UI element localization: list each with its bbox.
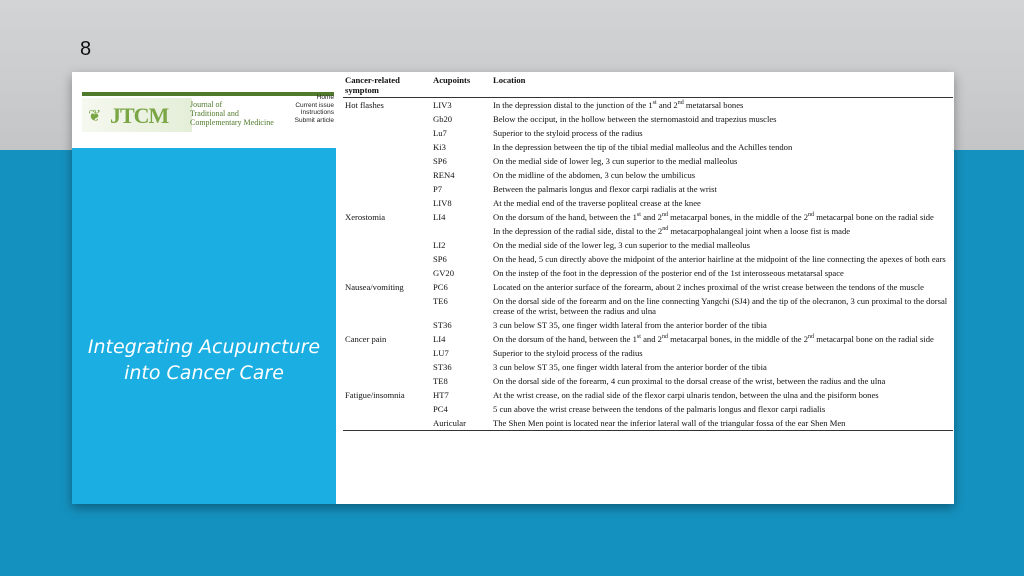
cell-location: At the medial end of the traverse popliteal crease at the knee [493,198,701,208]
cell-location: Between the palmaris longus and flexor carpi radialis at the wrist [493,184,717,194]
cell-location: On the midline of the abdomen, 3 cun below the umbilicus [493,170,696,180]
journal-name-line: Complementary Medicine [190,118,274,127]
slide-title-line: Integrating Acupuncture [87,336,321,358]
cell-acupoint: PC6 [433,282,448,292]
journal-logo [82,98,192,132]
cell-location: On the dorsal side of the forearm and on the line connecting Yangchi (SJ4) and the tip of the olecranon, 3 cun proximal to the dorsal crease of the wrist, between the radius and ulna [493,296,948,316]
table-row [343,294,953,318]
journal-name-line: Journal of [190,100,223,109]
cell-acupoint: HT7 [433,390,449,400]
cell-symptom [343,294,431,318]
table-row [343,140,953,154]
table-row [343,126,953,140]
cell-acupoint: PC4 [433,404,448,414]
slide-title-line: into Cancer Care [124,362,284,384]
cell-acupoint: SP6 [433,254,447,264]
cell-symptom [343,238,431,252]
cell-acupoint: LU7 [433,348,449,358]
table-row [343,182,953,196]
journal-logo-text: JTCM [110,103,169,128]
header-location: Location [491,74,953,98]
table-row [343,168,953,182]
cell-acupoint: SP6 [433,156,447,166]
cell-acupoint: ST36 [433,320,452,330]
cell-symptom: Hot flashes [345,100,384,110]
cell-acupoint: LI4 [433,212,446,222]
cell-symptom [343,318,431,332]
cell-symptom [343,224,431,238]
cell-acupoint: ST36 [433,362,452,372]
nav-link-instructions[interactable]: Instructions [300,109,334,116]
table-row [343,374,953,388]
cell-location: In the depression distal to the junction of the 1st and 2nd metatarsal bones [493,100,744,110]
table-row [343,360,953,374]
table-row [343,112,953,126]
cell-symptom [343,266,431,280]
header-acupoints: Acupoints [431,74,491,98]
cell-symptom [343,126,431,140]
cell-acupoint: Gb20 [433,114,453,124]
cell-acupoint: TE6 [433,296,448,306]
nav-link-submit-article[interactable]: Submit article [294,116,334,124]
table-row [343,318,953,332]
nav-link-current-issue[interactable]: Current issue [295,101,334,109]
cell-location: Located on the anterior surface of the forearm, about 2 inches proximal of the wrist crease between the tendons of the muscle [493,282,924,292]
cell-acupoint: Lu7 [433,128,447,138]
cell-location: On the instep of the foot in the depression of the posterior end of the 1st interosseous metatarsal space [493,268,844,278]
table-row [343,98,953,113]
cell-location: In the depression of the radial side, distal to the 2nd metacarpophalangeal joint when a loose fist is made [493,226,851,236]
cell-acupoint: LIV8 [433,198,452,208]
cell-symptom: Xerostomia [345,212,386,222]
table-row [343,280,953,294]
cell-location: The Shen Men point is located near the inferior lateral wall of the triangular fossa of the ear Shen Men [491,416,953,431]
cell-location: At the wrist crease, on the radial side of the flexor carpi ulnaris tendon, between the ulna and the pisiform bones [493,390,879,400]
table-row [343,346,953,360]
title-panel [72,148,336,504]
cell-acupoint: LIV3 [433,100,452,110]
cell-location: On the dorsal side of the forearm, 4 cun proximal to the dorsal crease of the wrist, between the radius and the ulna [493,376,886,386]
content-card [72,72,954,504]
acupoints-table [343,74,953,431]
cell-symptom [343,374,431,388]
nav-link-home[interactable]: Home [316,94,334,101]
table-row [343,252,953,266]
cell-symptom: Cancer pain [345,334,387,344]
slide-title [72,334,336,386]
cell-symptom [343,154,431,168]
cell-symptom: Nausea/vomiting [345,282,404,292]
cell-location: 5 cun above the wrist crease between the tendons of the palmaris longus and flexor carpi radialis [493,404,826,414]
cell-symptom [343,182,431,196]
cell-symptom [343,402,431,416]
cell-location: On the dorsum of the hand, between the 1st and 2nd metacarpal bones, in the middle of the 2nd metacarpal bone on the radial side [493,212,934,222]
cell-symptom: Fatigue/insomnia [345,390,405,400]
table-row [343,388,953,402]
table-row [343,196,953,210]
journal-name [190,100,280,127]
cell-acupoint: Auricular [431,416,491,431]
table-row [343,238,953,252]
cell-location: Below the occiput, in the hollow between the sternomastoid and trapezius muscles [493,114,777,124]
cell-symptom [343,346,431,360]
journal-banner [82,92,336,132]
leaf-icon: ❦ [88,108,102,125]
table-row [343,224,953,238]
cell-location: 3 cun below ST 35, one finger width lateral from the anterior border of the tibia [493,362,767,372]
cell-location: On the dorsum of the hand, between the 1st and 2nd metacarpal bones, in the middle of the 2nd metacarpal bone on the radial side [493,334,934,344]
journal-name-line: Traditional and [190,109,239,118]
cell-acupoint: P7 [433,184,443,194]
cell-acupoint [431,224,491,238]
cell-location: On the medial side of lower leg, 3 cun superior to the medial malleolus [493,156,738,166]
cell-symptom [343,196,431,210]
table-row [343,154,953,168]
cell-symptom [343,140,431,154]
cell-symptom [343,360,431,374]
table-row [343,402,953,416]
cell-acupoint: LI2 [433,240,446,250]
cell-acupoint: REN4 [433,170,455,180]
cell-acupoint: Ki3 [433,142,446,152]
slide-number: 8 [80,38,92,60]
cell-symptom [343,252,431,266]
cell-location: On the head, 5 cun directly above the midpoint of the anterior hairline at the midpoint of the line connecting the apexes of both ears [493,254,946,264]
table-header-row [343,74,953,98]
cell-acupoint: TE8 [433,376,448,386]
cell-symptom [343,112,431,126]
cell-location: Superior to the styloid process of the radius [493,128,643,138]
cell-location: Superior to the styloid process of the radius [493,348,643,358]
table-row [343,210,953,224]
cell-acupoint: LI4 [433,334,446,344]
cell-acupoint: GV20 [433,268,455,278]
header-symptom: Cancer-related symptom [343,74,431,98]
cell-location: 3 cun below ST 35, one finger width lateral from the anterior border of the tibia [493,320,767,330]
cell-location: In the depression between the tip of the tibial medial malleolus and the Achilles tendon [493,142,793,152]
table-row [343,416,953,431]
journal-nav [295,94,334,124]
table-body [343,98,953,431]
table-row [343,332,953,346]
table-row [343,266,953,280]
cell-location: On the medial side of the lower leg, 3 cun superior to the medial malleolus [493,240,751,250]
cell-symptom [343,168,431,182]
cell-symptom [343,416,431,431]
